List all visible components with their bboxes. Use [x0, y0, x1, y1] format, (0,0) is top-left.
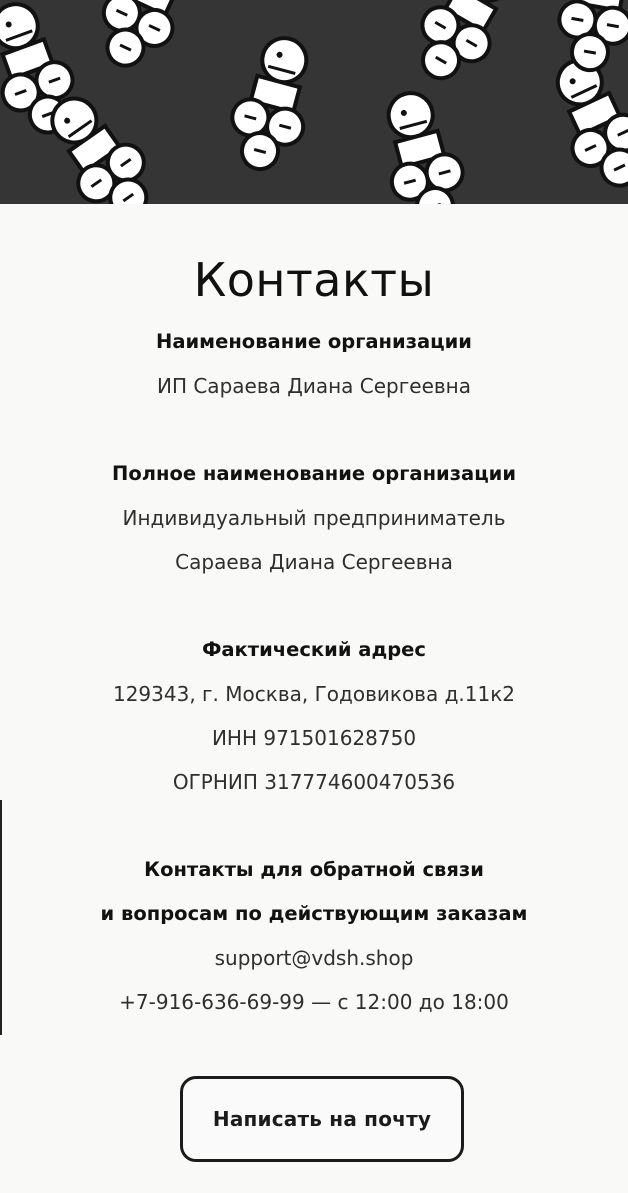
address-label: Фактический адрес	[202, 638, 426, 661]
sticker-5	[370, 85, 474, 204]
support-email[interactable]: support@vdsh.shop	[214, 946, 414, 970]
sticker-2	[85, 0, 207, 79]
address-value: 129343, г. Москва, Годовикова д.11к2	[112, 682, 516, 706]
full-org-name-label: Полное наименование организации	[112, 462, 516, 485]
write-email-button[interactable]: Написать на почту	[180, 1076, 464, 1162]
sticker-pattern	[0, 0, 628, 204]
support-phone[interactable]: +7-916-636-69-99 — с 12:00 до 18:00	[119, 990, 509, 1014]
feedback-label-line1: Контакты для обратной связи	[144, 858, 484, 881]
sticker-4	[221, 30, 325, 178]
full-org-name-line2: Сараева Диана Сергеевна	[175, 550, 453, 574]
ogrnip-value: ОГРНИП 317774600470536	[172, 770, 456, 794]
sticker-6	[401, 0, 530, 94]
feedback-label-line2: и вопросам по действующим заказам	[100, 902, 528, 925]
header-banner	[0, 0, 628, 204]
inn-value: ИНН 971501628750	[211, 726, 417, 750]
org-name-label: Наименование организации	[156, 330, 472, 353]
edge-divider	[0, 800, 2, 1035]
page-title: Контакты	[193, 253, 435, 307]
org-name-value: ИП Сараева Диана Сергеевна	[156, 374, 471, 398]
full-org-name-line1: Индивидуальный предприниматель	[122, 506, 506, 530]
sticker-8	[551, 0, 628, 76]
